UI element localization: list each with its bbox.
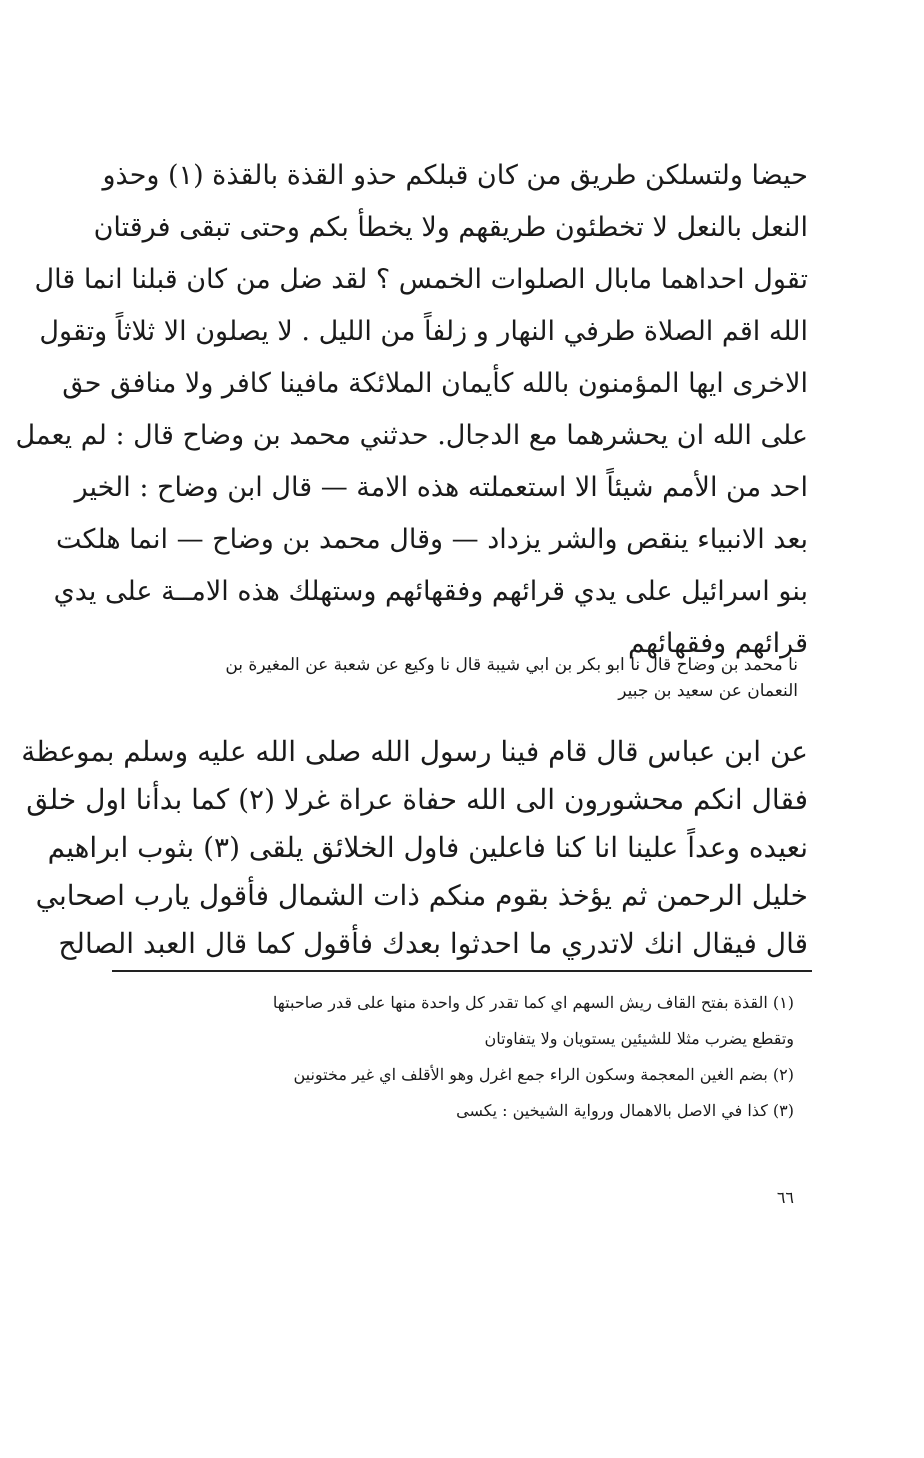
text-line: بنو اسرائيل على يدي قرائهم وفقهائهم وستهلك هذه الامــة على يدي: [53, 576, 808, 607]
footnote-line: وتقطع يضرب مثلا للشيئين يستويان ولا يتفاوتان: [484, 1029, 794, 1048]
chain-line: نا محمد بن وضاح قال نا ابو بكر بن ابي شيبة قال نا وكيع عن شعبة عن المغيرة بن: [225, 655, 798, 675]
footnote-line: (٢) بضم الغين المعجمة وسكون الراء جمع اغرل وهو الأقلف اي غير مختونين: [293, 1065, 794, 1084]
isnad-chain: [118, 652, 808, 704]
hadith-text: [21, 728, 808, 968]
text-line: نعيده وعداً علينا انا كنا فاعلين فاول الخلائق يلقى (٣) بثوب ابراهيم: [47, 831, 808, 864]
page-number: ٦٦: [776, 1188, 794, 1207]
text-line: قرائهم وفقهائهم: [627, 628, 808, 659]
footnote-line: (١) القذة بفتح القاف ريش السهم اي كما تقدر كل واحدة منها على قدر صاحبتها: [272, 993, 794, 1012]
text-line: الاخرى ايها المؤمنون بالله كأيمان الملائكة مافينا كافر ولا منافق حق: [62, 368, 808, 399]
footnote-line: (٣) كذا في الاصل بالاهمال ورواية الشيخين : يكسى: [456, 1101, 794, 1120]
footnote-divider: [112, 970, 812, 972]
text-line: الله اقم الصلاة طرفي النهار و زلفاً من الليل . لا يصلون الا ثلاثاً وتقول: [39, 316, 808, 347]
chain-line: النعمان عن سعيد بن جبير: [618, 681, 798, 701]
text-line: حيضا ولتسلكن طريق من كان قبلكم حذو القذة بالقذة (١) وحذو: [102, 160, 808, 191]
text-line: النعل بالنعل لا تخطئون طريقهم ولا يخطأ بكم وحتى تبقى فرقتان: [93, 212, 808, 243]
text-line: احد من الأمم شيئاً الا استعملته هذه الامة — قال ابن وضاح : الخير: [74, 472, 808, 503]
text-line: خليل الرحمن ثم يؤخذ بقوم منكم ذات الشمال فأقول يارب اصحابي: [35, 879, 808, 912]
text-line: قال فيقال انك لاتدري ما احدثوا بعدك فأقول كما قال العبد الصالح: [58, 927, 808, 960]
text-line: عن ابن عباس قال قام فينا رسول الله صلى الله عليه وسلم بموعظة: [21, 735, 808, 768]
footnotes: [118, 985, 808, 1129]
text-line: تقول احداهما مابال الصلوات الخمس ؟ لقد ضل من كان قبلنا انما قال: [34, 264, 808, 295]
text-line: بعد الانبياء ينقص والشر يزداد — وقال محمد بن وضاح — انما هلكت: [55, 524, 808, 555]
text-line: على الله ان يحشرهما مع الدجال. حدثني محمد بن وضاح قال : لم يعمل: [15, 420, 808, 451]
main-text: [15, 150, 808, 670]
text-line: فقال انكم محشورون الى الله حفاة عراة غرلا (٢) كما بدأنا اول خلق: [26, 783, 808, 816]
